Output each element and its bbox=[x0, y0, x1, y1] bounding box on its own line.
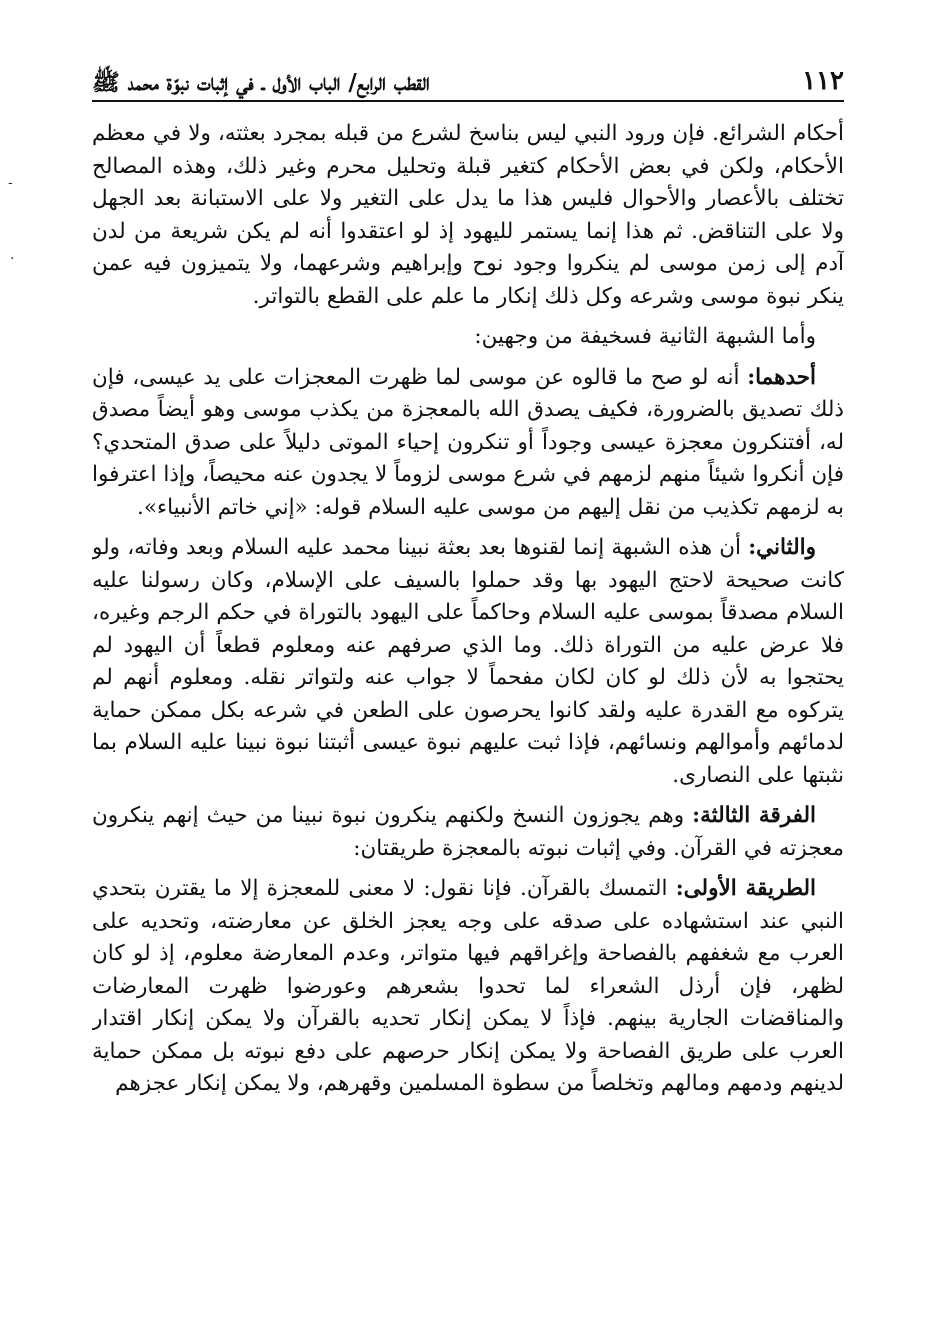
paragraph-text: أحكام الشرائع. فإن ورود النبي ليس بناسخ لشرع من قبله بمجرد بعثته، ولا في معظم الأحكام، ولكن في بعض الأحكام كتغير قبلة وتحليل محرم وغير ذلك، وهذه المصالح تختلف بالأعصار والأحوال فليس هذا ما يدل على التغير ولا على الاستبانة بعد الجهل ولا على التناقض. ثم هذا إنما يستمر لليهود إذ لو اعتقدوا أنه لم يكن شريعة من لدن آدم إلى زمن موسى لم ينكروا وجود نوح وإبراهيم وشرعهما، ولا يتميزون فيه عمن ينكر نبوة موسى وشرعه وكل ذلك إنكار ما علم على القطع بالتواتر. bbox=[92, 121, 844, 309]
paragraph-3 bbox=[92, 362, 844, 525]
running-head: القطب الرابع/ الباب الأول ـ في إثبات نبوّة محمد ﷺ bbox=[92, 69, 430, 96]
paragraph-2 bbox=[92, 321, 844, 354]
paragraph-1 bbox=[92, 118, 844, 313]
paragraph-lead: أحدهما: bbox=[747, 364, 816, 390]
margin-mark: . bbox=[10, 247, 15, 263]
paragraph-text: وهم يجوزون النسخ ولكنهم ينكرون نبوة نبينا من حيث إنهم ينكرون معجزته في القرآن. وفي إثبات نبوته بالمعجزة طريقتان: bbox=[92, 803, 844, 861]
paragraph-5 bbox=[92, 800, 844, 865]
body-text bbox=[92, 118, 844, 1330]
paragraph-text: التمسك بالقرآن. فإنا نقول: لا معنى للمعجزة إلا ما يقترن بتحدي النبي عند استشهاده على صدقه على وجه يعجز الخلق عن معارضته، وتحديه على العرب مع شغفهم بالفصاحة وإغراقهم فيها متواتر، وعدم المعارضة معلوم، إذ لو كان لظهر، فإن أرذل الشعراء لما تحدوا بشعرهم وعورضوا ظهرت المعارضات والمناقضات الجارية بينهم. فإذاً لا يمكن إنكار تحديه بالقرآن ولا يمكن إنكار اقتدار العرب على طريق الفصاحة ولا يمكن إنكار حرصهم على دفع نبوته بل ممكن حماية لدينهم ودمهم ومالهم وتخلصاً من سطوة المسلمين وقهرهم، ولا يمكن إنكار عجزهم bbox=[92, 876, 844, 1096]
paragraph-text: وأما الشبهة الثانية فسخيفة من وجهين: bbox=[474, 324, 816, 349]
paragraph-text: أنه لو صح ما قالوه عن موسى لما ظهرت المعجزات على يد عيسى، فإن ذلك تصديق بالضرورة، فكيف يصدق الله بالمعجزة من يكذب موسى وهو أيضاً مصدق له، أفتنكرون معجزة عيسى وجوداً أو تنكرون إحياء الموتى دليلاً على صدق المتحدي؟ فإن أنكروا شيئاً منهم لزمهم في شرع موسى لزوماً لا يجدون عنه محيصاً، وإذا اعترفوا به لزمهم تكذيب من نقل إليهم من موسى عليه السلام قوله: «إني خاتم الأنبياء». bbox=[92, 364, 844, 520]
margin-mark: - bbox=[8, 175, 13, 191]
paragraph-4 bbox=[92, 532, 844, 792]
paragraph-text: أن هذه الشبهة إنما لقنوها بعد بعثة نبينا محمد عليه السلام وبعد وفاته، ولو كانت صحيحة لاحتج اليهود بها وقد حملوا بالسيف على الإسلام، وكان رسولنا عليه السلام مصدقاً بموسى عليه السلام وحاكماً على اليهود بالتوراة في حكم الرجم وغيره، فلا عرض عليه من التوراة ذلك. وما الذي صرفهم عنه ومعلوم قطعاً أن اليهود لم يحتجوا به لأن ذلك لو كان لكان مفحماً لا جواب عنه ولتواتر نقله. ومعلوم أنهم لم يتركوه مع القدرة عليه ولقد كانوا يحرصون على الطعن في شرعه بكل ممكن حماية لدمائهم وأموالهم ونسائهم، فإذا ثبت عليهم نبوة عيسى أثبتنا نبوة نبينا عليه السلام بما نثبتها على النصارى. bbox=[92, 535, 844, 788]
paragraph-lead: الطريقة الأولى: bbox=[675, 876, 817, 901]
paragraph-lead: الفرقة الثالثة: bbox=[692, 803, 816, 828]
paragraph-lead: والثاني: bbox=[748, 535, 816, 560]
page-number: ١١٢ bbox=[802, 66, 844, 96]
paragraph-6 bbox=[92, 873, 844, 1101]
page-header bbox=[92, 64, 844, 102]
